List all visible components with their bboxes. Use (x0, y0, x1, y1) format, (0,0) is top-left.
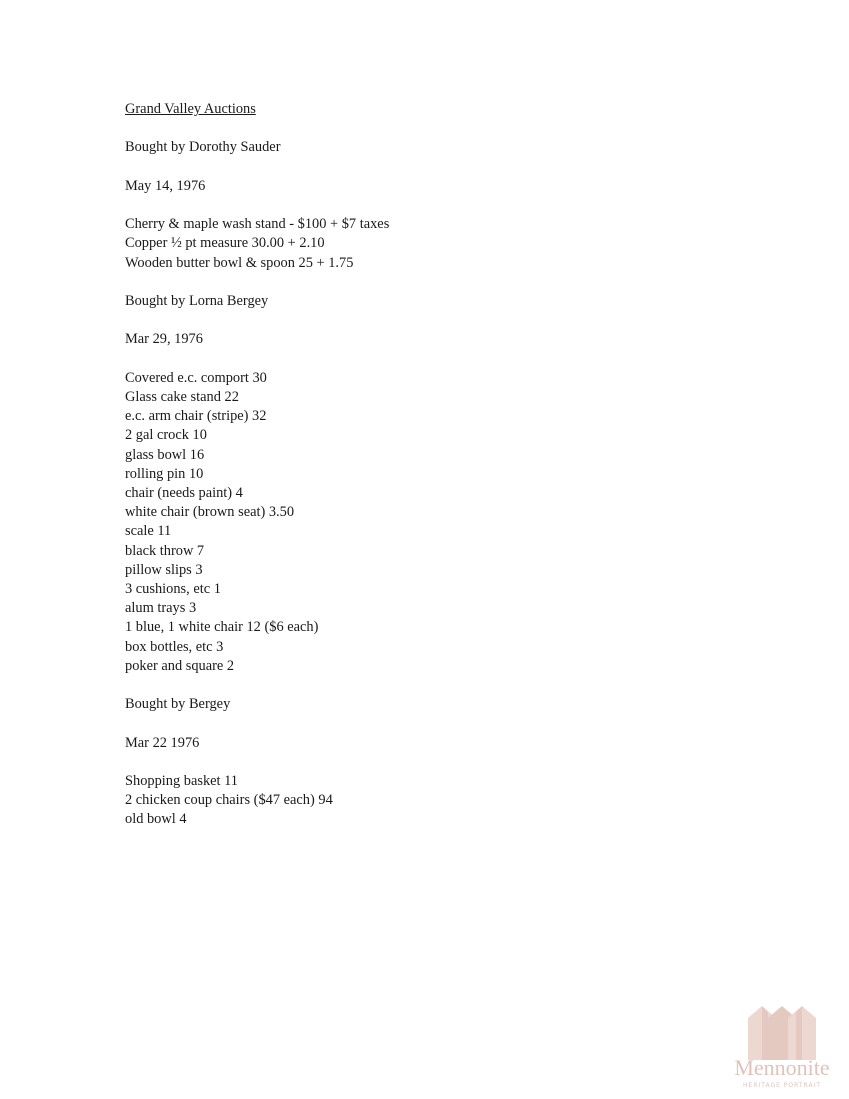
watermark-name: Mennonite (734, 1055, 830, 1080)
item-list (125, 772, 765, 830)
list-item: e.c. arm chair (stripe) 32 (125, 408, 267, 425)
section-heading: Bought by Dorothy Sauder (125, 139, 281, 156)
document-title-wrap (125, 100, 765, 119)
item-list (125, 369, 765, 676)
list-item: box bottles, etc 3 (125, 638, 224, 655)
purchase-section (125, 292, 765, 676)
mennonite-logo-icon (746, 1004, 818, 1060)
purchase-section (125, 695, 765, 829)
item-list (125, 215, 765, 273)
list-item: scale 11 (125, 523, 172, 540)
list-item: 2 gal crock 10 (125, 427, 207, 444)
list-item: 3 cushions, etc 1 (125, 580, 221, 597)
section-date: Mar 29, 1976 (125, 331, 203, 348)
list-item: Cherry & maple wash stand - $100 + $7 taxes (125, 216, 390, 233)
list-item: alum trays 3 (125, 600, 197, 617)
list-item: Glass cake stand 22 (125, 388, 239, 405)
section-heading: Bought by Bergey (125, 696, 231, 713)
purchase-section (125, 138, 765, 272)
list-item: white chair (brown seat) 3.50 (125, 504, 295, 521)
document-title: Grand Valley Auctions (125, 101, 256, 117)
list-item: poker and square 2 (125, 657, 235, 674)
watermark (722, 1000, 842, 1095)
list-item: rolling pin 10 (125, 465, 204, 482)
list-item: Copper ½ pt measure 30.00 + 2.10 (125, 235, 325, 252)
section-date: Mar 22 1976 (125, 734, 200, 751)
section-heading: Bought by Lorna Bergey (125, 292, 269, 309)
list-item: pillow slips 3 (125, 561, 203, 578)
list-item: Covered e.c. comport 30 (125, 369, 267, 386)
list-item: Shopping basket 11 (125, 772, 238, 789)
list-item: old bowl 4 (125, 811, 187, 828)
list-item: 2 chicken coup chairs ($47 each) 94 (125, 792, 333, 809)
section-date: May 14, 1976 (125, 177, 206, 194)
list-item: glass bowl 16 (125, 446, 205, 463)
watermark-subtitle: HERITAGE PORTRAIT (743, 1082, 821, 1089)
list-item: black throw 7 (125, 542, 205, 559)
list-item: 1 blue, 1 white chair 12 ($6 each) (125, 619, 319, 636)
document-page (125, 100, 765, 849)
list-item: Wooden butter bowl & spoon 25 + 1.75 (125, 254, 354, 271)
list-item: chair (needs paint) 4 (125, 484, 243, 501)
